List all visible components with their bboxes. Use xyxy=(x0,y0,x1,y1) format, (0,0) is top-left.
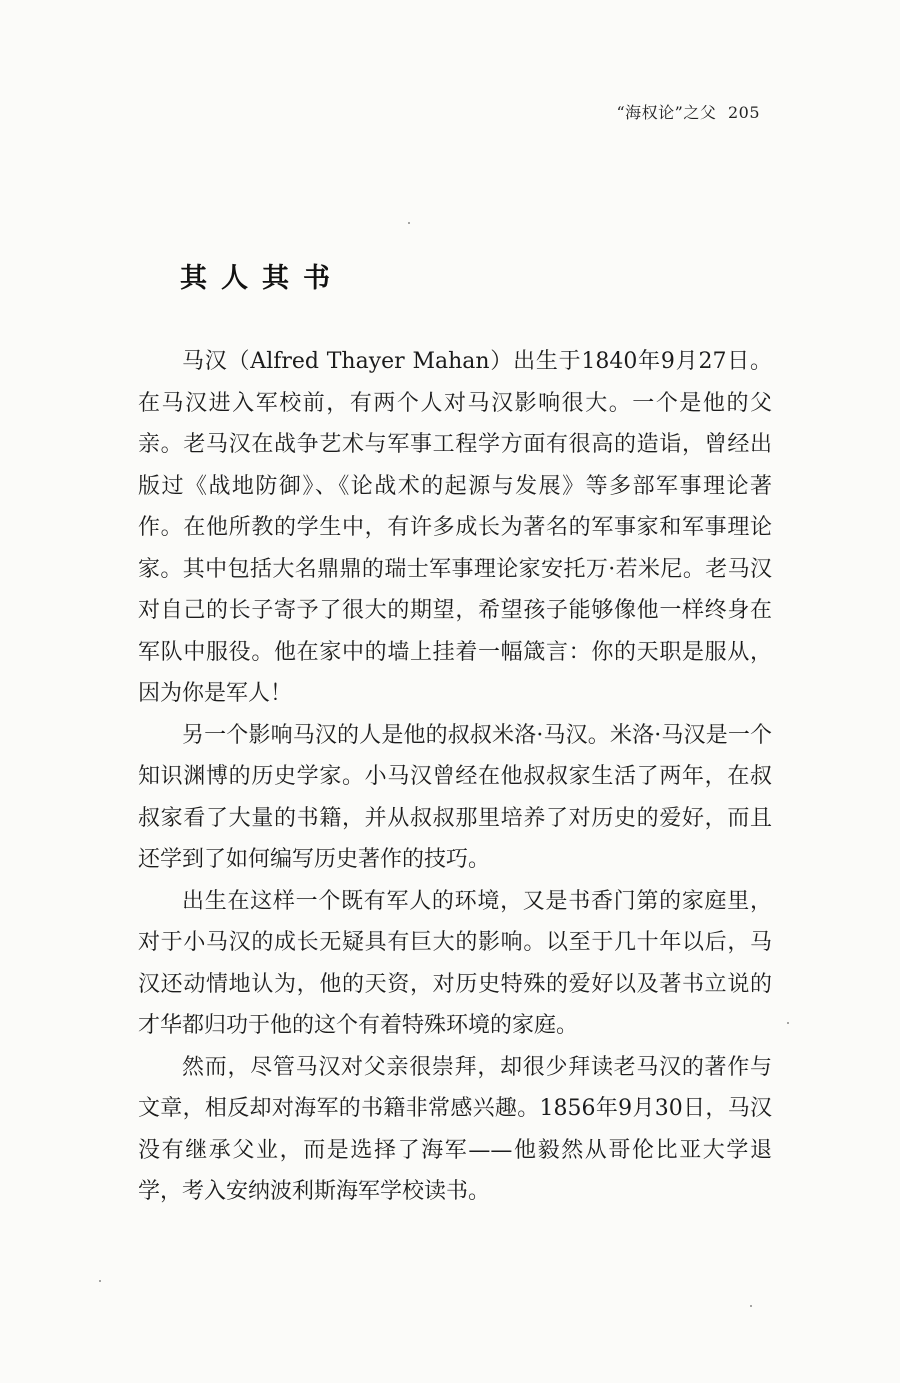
scan-speck xyxy=(99,1280,101,1282)
section-title: 其人其书 xyxy=(180,263,344,294)
paragraph: 然而，尽管马汉对父亲很崇拜，却很少拜读老马汉的著作与文章，相反却对海军的书籍非常感兴趣。1856年9月30日，马汉没有继承父业，而是选择了海军——他毅然从哥伦比亚大学退学，考入安纳波利斯海军学校读书。 xyxy=(138,1054,772,1204)
paragraph: 马汉（Alfred Thayer Mahan）出生于1840年9月27日。在马汉进入军校前，有两个人对马汉影响很大。一个是他的父亲。老马汉在战争艺术与军事工程学方面有很高的造诣，曾经出版过《战地防御》、《论战术的起源与发展》等多部军事理论著作。在他所教的学生中，有许多成长为著名的军事家和军事理论家。其中包括大名鼎鼎的瑞士军事理论家安托万·若米尼。老马汉对自己的长子寄予了很大的期望，希望孩子能够像他一样终身在军队中服役。他在家中的墙上挂着一幅箴言：你的天职是服从，因为你是军人！ xyxy=(138,349,772,706)
header-title: “海权论”之父 xyxy=(616,103,717,122)
page-number: 205 xyxy=(727,103,760,122)
scan-speck xyxy=(787,1022,789,1024)
body-text xyxy=(138,341,772,1213)
scan-speck xyxy=(408,222,410,224)
running-header xyxy=(616,100,760,123)
paragraph: 另一个影响马汉的人是他的叔叔米洛·马汉。米洛·马汉是一个知识渊博的历史学家。小马汉曾经在他叔叔家生活了两年，在叔叔家看了大量的书籍，并从叔叔那里培养了对历史的爱好，而且还学到了如何编写历史著作的技巧。 xyxy=(138,722,772,872)
paragraph: 出生在这样一个既有军人的环境，又是书香门第的家庭里，对于小马汉的成长无疑具有巨大的影响。以至于几十年以后，马汉还动情地认为，他的天资，对历史特殊的爱好以及著书立说的才华都归功于他的这个有着特殊环境的家庭。 xyxy=(138,888,772,1038)
scan-speck xyxy=(750,1305,752,1307)
